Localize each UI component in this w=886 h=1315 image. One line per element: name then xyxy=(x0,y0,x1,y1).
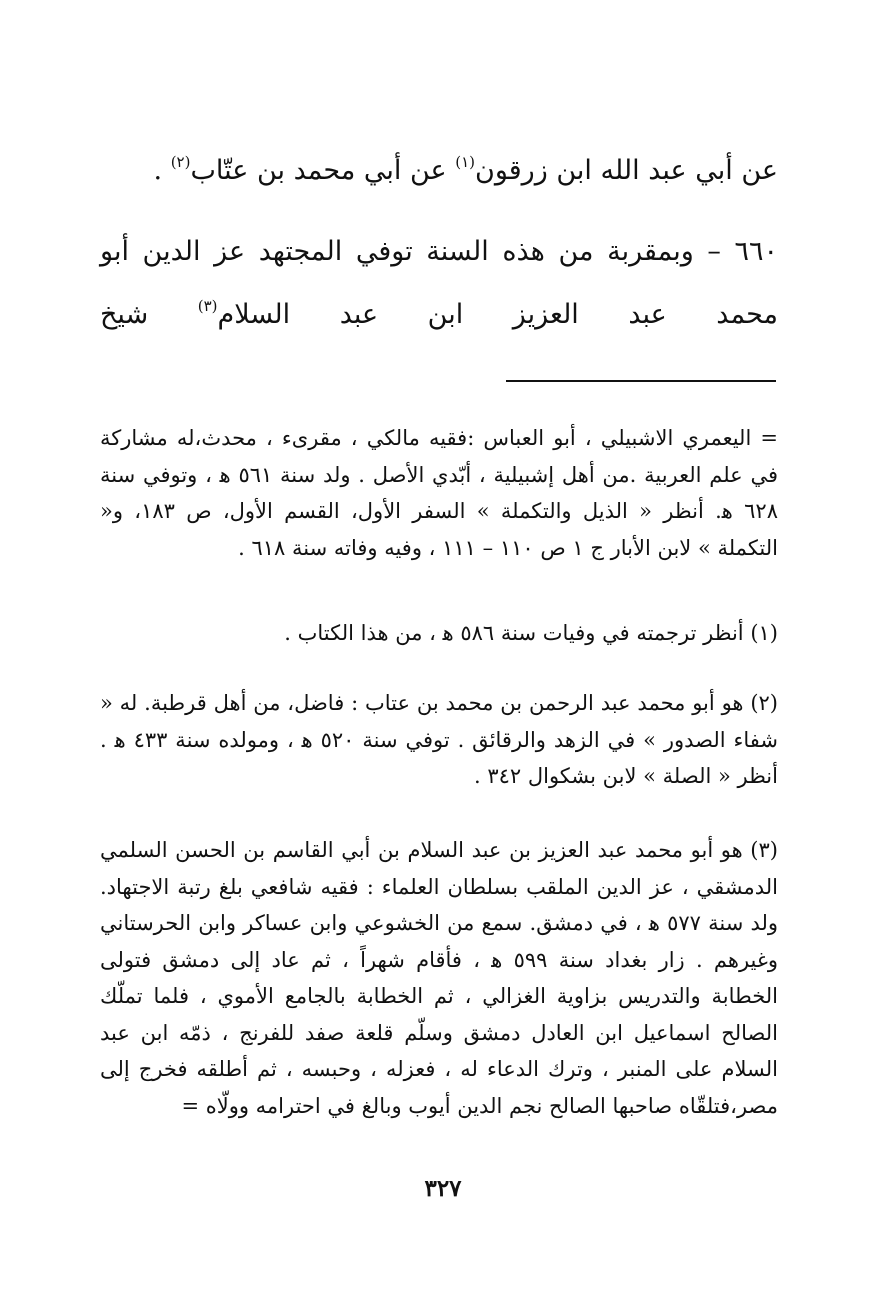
entry-text: ٦٦٠ – وبمقربة من هذه السنة توفي المجتهد عز الدين أبو محمد عبد العزيز ابن عبد السلام xyxy=(100,236,778,330)
footnote-ref-2: (٢) xyxy=(170,153,191,171)
footnote-ref-3: (٣) xyxy=(197,297,218,315)
footnote-3: (٣) هو أبو محمد عبد العزيز بن عبد السلام بن أبي القاسم بن الحسن السلمي الدمشقي ، عز الدين الملقب بسلطان العلماء : فقيه شافعي بلغ رتبة الاجتهاد. ولد سنة ٥٧٧ ﻫ ، في دمشق. سمع من الخشوعي وابن عساكر وابن الحرستاني وغيرهم . زار بغداد سنة ٥٩٩ ﻫ ، فأقام شهراً ، ثم عاد إلى دمشق فتولى الخطابة والتدريس بزاوية الغزالي ، ثم الخطابة بالجامع الأموي ، فلما تملّك الصالح اسماعيل ابن العادل دمشق وسلّم قلعة صفد للفرنج ، ذمّه ابن عبد السلام على المنبر ، وترك الدعاء له ، فعزله ، وحبسه ، ثم أطلقه فخرج إلى مصر،فتلقّاه صاحبها الصالح نجم الدين أيوب وبالغ في احترامه وولّاه = xyxy=(100,838,779,1118)
page-number: ٣٢٧ xyxy=(424,1175,462,1202)
footnote-2: (٢) هو أبو محمد عبد الرحمن بن محمد بن عتاب : فاضل، من أهل قرطبة. له « شفاء الصدور » في الزهد والرقائق . توفي سنة ٥٢٠ ﻫ ، ومولده سنة ٤٣٣ ﻫ . أنظر « الصلة » لابن بشكوال ٣٤٢ . xyxy=(100,691,778,788)
footnote-separator xyxy=(506,380,776,382)
main-text: عن أبي محمد بن عتّاب xyxy=(190,155,456,186)
entry-660-paragraph xyxy=(100,225,778,342)
footnote-ref-1: (١) xyxy=(455,153,475,171)
footnote-1: (١) أنظر ترجمته في وفيات سنة ٥٨٦ ﻫ ، من هذا الكتاب . xyxy=(284,621,778,645)
footnote-continuation: = اليعمري الاشبيلي ، أبو العباس :فقيه مالكي ، مقرىء ، محدث،له مشاركة في علم العربية .من أهل إشبيلية ، أبّدي الأصل . ولد سنة ٥٦١ ﻫ ، وتوفي سنة ٦٢٨ ﻫ. أنظر « الذيل والتكملة » السفر الأول، القسم الأول، ص ١٨٣، و« التكملة » لابن الأبار ج ١ ص ١١٠ – ١١١ ، وفيه وفاته سنة ٦١٨ . xyxy=(100,426,778,560)
main-text: . xyxy=(153,155,171,186)
main-text-line xyxy=(100,140,778,193)
main-text: عن أبي عبد الله ابن زرقون xyxy=(475,155,778,186)
entry-text: شيخ xyxy=(100,299,198,330)
